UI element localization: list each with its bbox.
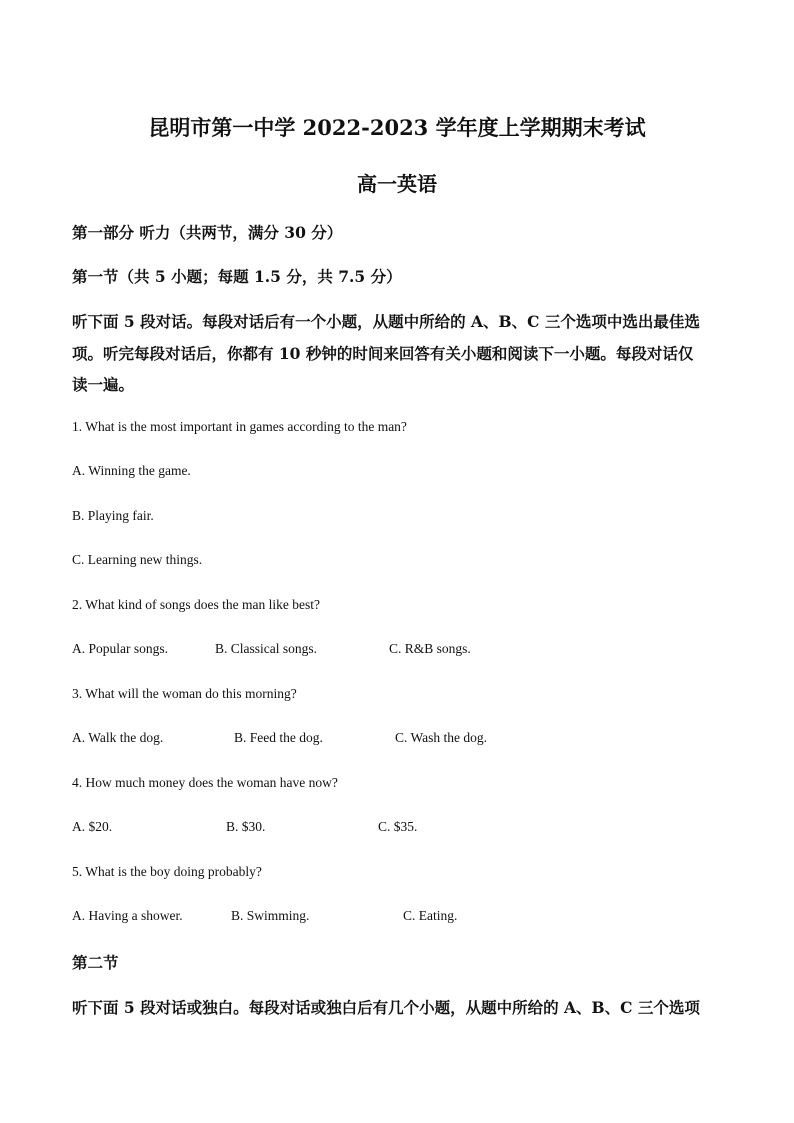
instruction-line: 读一遍。: [72, 375, 135, 394]
exam-subject: 高一英语: [357, 172, 437, 196]
answer-option: C. Wash the dog.: [395, 730, 488, 745]
instruction-line: 项。听完每段对话后，你都有 10 秒钟的时间来回答有关小题和阅读下一小题。每段对话仅: [72, 344, 694, 363]
answer-option: C. $35.: [378, 819, 418, 834]
answer-option: C. Learning new things.: [72, 552, 203, 567]
answer-option: A. Having a shower.: [72, 908, 183, 923]
answer-option: B. Classical songs.: [215, 641, 318, 656]
section-heading: 第一节（共 5 小题；每题 1.5 分，共 7.5 分）: [72, 267, 402, 286]
answer-option: C. Eating.: [403, 908, 458, 923]
question-stem: 1. What is the most important in games according to the man?: [72, 419, 407, 434]
question-stem: 4. How much money does the woman have now?: [72, 775, 338, 790]
instruction-line: 听下面 5 段对话。每段对话后有一个小题，从题中所给的 A、B、C 三个选项中选出最佳选: [72, 312, 700, 331]
answer-option: B. Swimming.: [231, 908, 310, 923]
answer-option: B. Feed the dog.: [234, 730, 323, 745]
question-stem: 3. What will the woman do this morning?: [72, 686, 297, 701]
question-stem: 5. What is the boy doing probably?: [72, 864, 262, 879]
answer-option: B. $30.: [226, 819, 266, 834]
part-heading: 第一部分 听力（共两节，满分 30 分）: [72, 223, 343, 242]
question-stem: 2. What kind of songs does the man like best?: [72, 597, 320, 612]
answer-option: C. R&B songs.: [389, 641, 471, 656]
answer-option: A. Walk the dog.: [72, 730, 164, 745]
answer-option: B. Playing fair.: [72, 508, 154, 523]
instruction-line: 听下面 5 段对话或独白。每段对话或独白后有几个小题，从题中所给的 A、B、C 三个选项: [72, 998, 700, 1017]
answer-option: A. Winning the game.: [72, 463, 191, 478]
exam-title: 昆明市第一中学 2022-2023 学年度上学期期末考试: [148, 115, 646, 140]
section-heading: 第二节: [72, 953, 119, 972]
answer-option: A. Popular songs.: [72, 641, 169, 656]
answer-option: A. $20.: [72, 819, 113, 834]
